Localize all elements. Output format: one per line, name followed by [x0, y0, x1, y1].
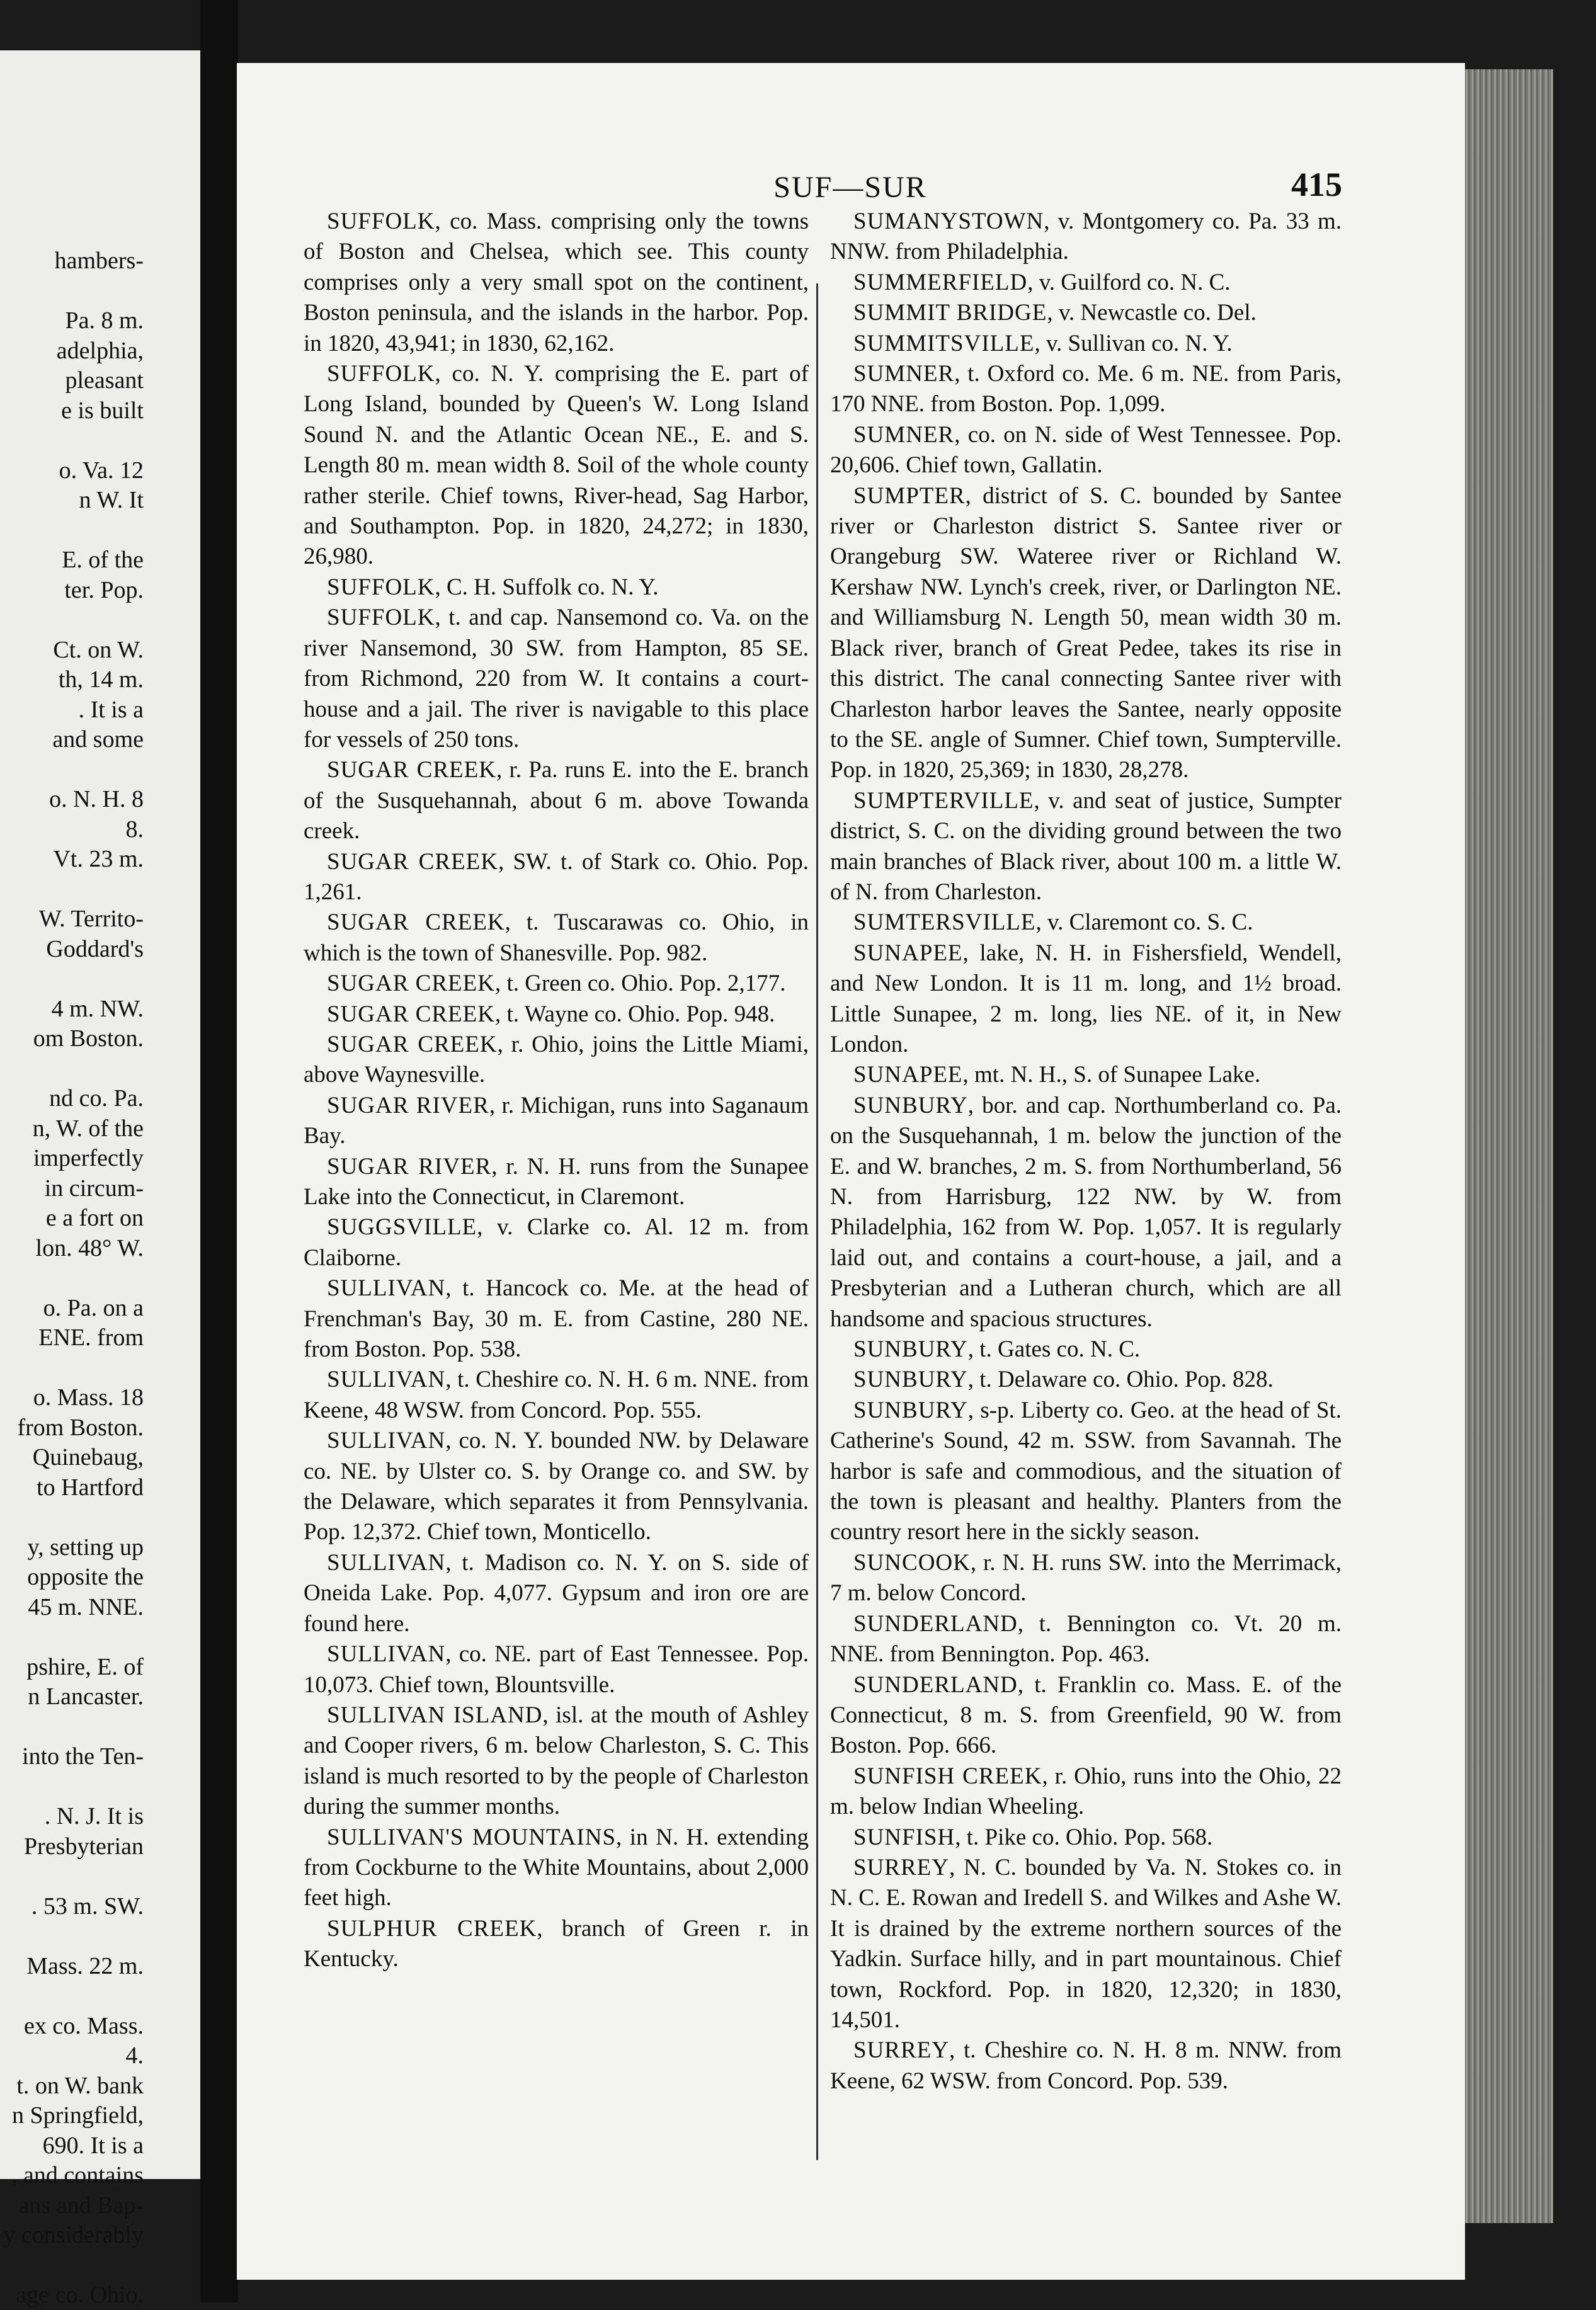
- gazetteer-entry: [830, 420, 1342, 481]
- fragment-line: 4.: [125, 2042, 144, 2069]
- left-page-fragment: [0, 50, 200, 2308]
- fragment-line: o. Pa. on a: [43, 1294, 144, 1321]
- fragment-line: o. Mass. 18: [33, 1384, 144, 1411]
- gazetteer-entry: [304, 1700, 809, 1823]
- entry-text: , t. Green co. Ohio. Pop. 2,177.: [494, 970, 786, 997]
- running-head: SUF—SUR: [773, 171, 927, 204]
- fragment-line: y considerably: [3, 2222, 144, 2248]
- entry-text: , co. on N. side of West Tennessee. Pop. 20,606. Chief town, Gallatin.: [830, 421, 1342, 479]
- gazetteer-entry: [304, 1548, 809, 1639]
- fragment-line: Ct. on W.: [53, 636, 144, 663]
- fragment-line: nd co. Pa.: [49, 1085, 144, 1112]
- gazetteer-entry: [304, 1914, 809, 1975]
- gazetteer-entry: [830, 1823, 1342, 1853]
- entry-headword: SUFFOLK: [327, 361, 435, 387]
- gazetteer-entry: [304, 847, 809, 908]
- fragment-line: ter. Pop.: [64, 576, 144, 603]
- fragment-line: hambers-: [54, 248, 144, 274]
- entry-text: , t. Pike co. Ohio. Pop. 568.: [955, 1824, 1213, 1850]
- entry-text: , r. Michigan, runs into Saganaum Bay.: [304, 1092, 809, 1149]
- entry-text: , t. Cheshire co. N. H. 6 m. NNE. from Keene, 48 WSW. from Concord. Pop. 555.: [304, 1367, 809, 1423]
- page-edges: [1465, 69, 1553, 2223]
- entry-text: , t. Bennington co. Vt. 20 m. NNE. from Bennington. Pop. 463.: [830, 1610, 1342, 1668]
- entry-text: , t. Tuscarawas co. Ohio, in which is the town of Shanesville. Pop. 982.: [304, 909, 809, 966]
- gazetteer-entry: [830, 1091, 1342, 1334]
- gazetteer-entry: [830, 1396, 1342, 1548]
- fragment-line: th, 14 m.: [58, 666, 144, 693]
- fragment-line: 4 m. NW.: [51, 995, 144, 1022]
- gazetteer-entry: [304, 1273, 809, 1365]
- fragment-line: E. of the: [62, 547, 144, 573]
- fragment-line: t. on W. bank: [16, 2072, 144, 2099]
- entry-headword: SUFFOLK: [327, 208, 435, 234]
- entry-text: , v. Newcastle co. Del.: [1047, 300, 1257, 326]
- entry-text: , v. Sullivan co. N. Y.: [1034, 330, 1233, 356]
- entry-headword: SUMMERFIELD: [853, 269, 1028, 295]
- entry-text: , t. Hancock co. Me. at the head of Frenchman's Bay, 30 m. E. from Castine, 280 NE. from Boston. Pop. 538.: [304, 1275, 809, 1363]
- fragment-line: Presbyterian: [24, 1833, 144, 1860]
- entry-text: , s-p. Liberty co. Geo. at the head of St. Catherine's Sound, 42 m. SSW. from Savannah. The harbor is safe and commodious, and the situation of the town is pleasant and healthy. Planters from the country resort here in the sickly season.: [830, 1397, 1342, 1545]
- gazetteer-entry: [304, 1823, 809, 1914]
- entry-headword: SULLIVAN: [327, 1367, 446, 1393]
- entry-headword: SULLIVAN: [327, 1428, 446, 1454]
- fragment-line: n Springfield,: [12, 2102, 144, 2129]
- entry-text: , v. Claremont co. S. C.: [1035, 909, 1253, 936]
- entry-text: , t. Madison co. N. Y. on S. side of Oneida Lake. Pop. 4,077. Gypsum and iron ore are found here.: [304, 1549, 809, 1637]
- entry-headword: SULLIVAN ISLAND: [327, 1702, 543, 1728]
- entry-text: , r. Ohio, joins the Little Miami, above Waynesville.: [304, 1031, 809, 1088]
- entry-text: , co. NE. part of East Tennessee. Pop. 10,073. Chief town, Blountsville.: [304, 1641, 809, 1698]
- gazetteer-entry: [304, 908, 809, 969]
- entry-text: , v. Clarke co. Al. 12 m. from Claiborne.: [304, 1214, 809, 1271]
- entry-headword: SUNBURY: [853, 1092, 968, 1118]
- gazetteer-entry: [830, 207, 1342, 268]
- entry-headword: SUGAR CREEK: [327, 1001, 495, 1027]
- fragment-line: W. Territo-: [38, 906, 144, 932]
- entry-headword: SUGAR CREEK: [327, 970, 495, 997]
- fragment-line: Quinebaug,: [32, 1444, 144, 1471]
- gazetteer-entry: [304, 999, 809, 1030]
- entry-text: , t. and cap. Nansemond co. Va. on the river Nansemond, 30 SW. from Hampton, 85 SE. from Richmond, 220 from W. It contains a court-house and a jail. The river is navigable to this place for vessels of 250 tons.: [304, 605, 809, 753]
- gazetteer-entry: [830, 268, 1342, 298]
- fragment-line: opposite the: [27, 1564, 144, 1590]
- entry-headword: SULLIVAN: [327, 1275, 446, 1302]
- entry-headword: SUGGSVILLE: [327, 1214, 477, 1241]
- entry-text: , isl. at the mouth of Ashley and Cooper rivers, 6 m. below Charleston, S. C. This island is much resorted to by the people of Charleston during the summer months.: [304, 1702, 809, 1820]
- entry-headword: SUMTERSVILLE: [853, 909, 1036, 936]
- fragment-line: Goddard's: [46, 935, 144, 962]
- entry-headword: SUMMIT BRIDGE: [853, 300, 1047, 326]
- entry-text: , r. N. H. runs SW. into the Merrimack, 7 m. below Concord.: [830, 1549, 1342, 1607]
- gazetteer-entry: [304, 1426, 809, 1548]
- entry-headword: SUMPTERVILLE: [853, 787, 1034, 814]
- entry-headword: SUFFOLK: [327, 574, 435, 600]
- fragment-line: y, setting up: [27, 1533, 144, 1561]
- gazetteer-entry: [830, 298, 1342, 328]
- entry-headword: SUFFOLK: [327, 605, 435, 631]
- fragment-line: 45 m. NNE.: [28, 1593, 144, 1620]
- fragment-line: om Boston.: [33, 1025, 144, 1052]
- entry-headword: SULLIVAN: [327, 1549, 446, 1576]
- entry-text: , v. Guilford co. N. C.: [1027, 269, 1231, 295]
- entry-headword: SUNBURY: [853, 1336, 968, 1363]
- entry-text: , bor. and cap. Northumberland co. Pa. on the Susquehannah, 1 m. below the junction of the E. and W. branches, 2 m. S. from Northumberland, 56 N. from Harrisburg, 122 NW. by W. from Philadelphia, 162 from W. Pop. 1,057. It is regularly laid out, and contains a court-house, a jail, and a Presbyterian and a Lutheran church, which are all handsome and spacious structures.: [830, 1092, 1342, 1332]
- fragment-line: n W. It: [79, 487, 144, 513]
- gazetteer-entry: [830, 1761, 1342, 1823]
- entry-text: , t. Cheshire co. N. H. 8 m. NNW. from Keene, 62 WSW. from Concord. Pop. 539.: [830, 2037, 1342, 2094]
- fragment-line: into the Ten-: [22, 1743, 144, 1770]
- entry-text: , t. Gates co. N. C.: [967, 1336, 1141, 1363]
- fragment-line: ans and Bap-: [18, 2192, 144, 2219]
- column-rule: [816, 283, 818, 2160]
- gazetteer-entry: [304, 359, 809, 572]
- entry-text: , r. Ohio, runs into the Ohio, 22 m. below Indian Wheeling.: [830, 1763, 1342, 1820]
- left-column: [304, 207, 809, 1975]
- entry-headword: SUGAR RIVER: [327, 1092, 489, 1118]
- gazetteer-entry: [830, 2035, 1342, 2097]
- gazetteer-entry: [830, 359, 1342, 420]
- entry-text: , C. H. Suffolk co. N. Y.: [435, 574, 659, 600]
- entry-text: , co. Mass. comprising only the towns of Boston and Chelsea, which see. This county comprises only a very small spot on the continent, Boston peninsula, and the islands in the harbor. Pop. in 1820, 43,941; in 1830, 62,162.: [304, 208, 809, 356]
- fragment-line: Mass. 22 m.: [26, 1952, 144, 1979]
- entry-headword: SUNFISH CREEK: [853, 1763, 1042, 1789]
- entry-text: , t. Oxford co. Me. 6 m. NE. from Paris, 170 NNE. from Boston. Pop. 1,099.: [830, 361, 1342, 418]
- fragment-line: o. N. H. 8: [49, 786, 144, 812]
- entry-headword: SULLIVAN'S MOUNTAINS: [327, 1824, 617, 1850]
- fragment-line: 690. It is a: [42, 2132, 144, 2159]
- gazetteer-entry: [304, 1030, 809, 1091]
- entry-headword: SUNAPEE: [853, 940, 963, 966]
- entry-text: , SW. t. of Stark co. Ohio. Pop. 1,261.: [304, 848, 809, 905]
- entry-headword: SUMNER: [853, 361, 955, 387]
- fragment-line: and some: [52, 726, 144, 753]
- entry-text: , co. N. Y. comprising the E. part of Long Island, bounded by Queen's W. Long Island Sound N. and the Atlantic Ocean NE., E. and S. Length 80 m. mean width 8. Soil of the whole county rather sterile. Chief towns, River-head, Sag Harbor, and Southampton. Pop. in 1820, 24,272; in 1830, 26,980.: [304, 361, 809, 570]
- gazetteer-entry: [304, 603, 809, 755]
- entry-text: , t. Wayne co. Ohio. Pop. 948.: [494, 1001, 775, 1027]
- fragment-line: ENE. from: [38, 1324, 144, 1351]
- right-column: [830, 207, 1342, 2097]
- entry-text: , in N. H. extending from Cockburne to the White Mountains, about 2,000 feet high.: [304, 1824, 809, 1911]
- entry-headword: SUNCOOK: [853, 1549, 971, 1576]
- gazetteer-entry: [304, 1212, 809, 1273]
- gazetteer-entry: [830, 1670, 1342, 1761]
- fragment-line: in circum-: [44, 1175, 144, 1202]
- gazetteer-entry: [830, 481, 1342, 786]
- entry-headword: SULPHUR CREEK: [327, 1915, 537, 1942]
- entry-headword: SUNDERLAND: [853, 1671, 1018, 1698]
- entry-headword: SUNBURY: [853, 1397, 968, 1423]
- entry-headword: SUGAR CREEK: [327, 909, 505, 936]
- gazetteer-entry: [304, 572, 809, 603]
- fragment-line: o. Va. 12: [59, 457, 144, 484]
- entry-text: , co. N. Y. bounded NW. by Delaware co. NE. by Ulster co. S. by Orange co. and SW. by the Delaware, which separates it from Pennsylvania. Pop. 12,372. Chief town, Monticello.: [304, 1428, 809, 1545]
- entry-headword: SULLIVAN: [327, 1641, 446, 1668]
- entry-headword: SUGAR CREEK: [327, 848, 498, 875]
- fragment-line: , and contains: [11, 2162, 144, 2188]
- fragment-line: e is built: [61, 397, 144, 424]
- page-number: 415: [1291, 166, 1342, 203]
- gazetteer-entry: [304, 1091, 809, 1152]
- gazetteer-entry: [304, 1365, 809, 1426]
- gazetteer-entry: [304, 1152, 809, 1213]
- gazetteer-entry: [830, 329, 1342, 359]
- entry-headword: SUNFISH: [853, 1824, 955, 1850]
- fragment-line: to Hartford: [37, 1474, 144, 1501]
- fragment-line: from Boston.: [17, 1414, 144, 1441]
- fragment-line: n Lancaster.: [28, 1683, 144, 1710]
- entry-text: , lake, N. H. in Fishersfield, Wendell, and New London. It is 11 m. long, and 1½ broad. Little Sunapee, 2 m. long, lies NE. of it, in New London.: [830, 940, 1342, 1057]
- entry-text: , r. N. H. runs from the Sunapee Lake into the Connecticut, in Claremont.: [304, 1153, 809, 1210]
- gazetteer-entry: [830, 786, 1342, 908]
- gazetteer-entry: [830, 1334, 1342, 1365]
- gazetteer-entry: [304, 969, 809, 999]
- gazetteer-entry: [830, 1365, 1342, 1395]
- entry-headword: SUMANYSTOWN: [853, 208, 1044, 234]
- entry-text: , mt. N. H., S. of Sunapee Lake.: [962, 1062, 1261, 1088]
- entry-text: , r. Pa. runs E. into the E. branch of the Susquehannah, about 6 m. above Towanda creek.: [304, 757, 809, 845]
- fragment-line: pleasant: [65, 367, 144, 394]
- entry-headword: SUMMITSVILLE: [853, 330, 1035, 356]
- fragment-line: Vt. 23 m.: [53, 846, 144, 872]
- fragment-line: pshire, E. of: [26, 1653, 144, 1680]
- book-gutter: [200, 0, 238, 2302]
- gazetteer-entry: [830, 1548, 1342, 1609]
- gazetteer-entry: [304, 755, 809, 846]
- fragment-line: lon. 48° W.: [35, 1234, 144, 1261]
- entry-headword: SUMNER: [853, 421, 955, 448]
- gazetteer-entry: [830, 1853, 1342, 2035]
- fragment-line: Pa. 8 m.: [65, 307, 144, 334]
- entry-headword: SUNAPEE: [853, 1062, 963, 1088]
- fragment-line: age co. Ohio.: [16, 2282, 144, 2308]
- gazetteer-entry: [830, 908, 1342, 938]
- gazetteer-entry: [304, 207, 809, 359]
- fragment-line: e a fort on: [45, 1205, 144, 1231]
- entry-text: , t. Delaware co. Ohio. Pop. 828.: [967, 1367, 1274, 1393]
- fragment-line: . It is a: [78, 696, 144, 723]
- gazetteer-entry: [830, 1609, 1342, 1670]
- entry-headword: SUMPTER: [853, 482, 966, 509]
- fragment-line: 8.: [125, 816, 144, 843]
- entry-text: , v. and seat of justice, Sumpter district, S. C. on the dividing ground between the two main branches of Black river, about 100 m. a little W. of N. from Charleston.: [830, 787, 1342, 905]
- entry-headword: SUNBURY: [853, 1367, 968, 1393]
- gazetteer-entry: [830, 1060, 1342, 1090]
- fragment-line: ex co. Mass.: [24, 2012, 144, 2039]
- fragment-line: imperfectly: [33, 1145, 144, 1171]
- entry-text: , N. C. bounded by Va. N. Stokes co. in N. C. E. Rowan and Iredell S. and Wilkes and Ashe W. It is drained by the extreme northern sources of the Yadkin. Surface hilly, and in part mountainous. Chief town, Rockford. Pop. in 1820, 12,320; in 1830, 14,501.: [830, 1854, 1342, 2033]
- entry-text: , district of S. C. bounded by Santee river or Charleston district S. Santee river or Orangeburg SW. Wateree river or Richland W. Kershaw NW. Lynch's creek, river, or Darlington NE. and Williamsburg N. Length 50, mean width 30 m. Black river, branch of Great Pedee, takes its rise in this district. The canal connecting Santee river with Charleston harbor leaves the Santee, nearly opposite to the SE. angle of Sumner. Chief town, Sumpterville. Pop. in 1820, 25,369; in 1830, 28,278.: [830, 482, 1342, 783]
- fragment-line: n, W. of the: [32, 1115, 144, 1142]
- entry-headword: SUNDERLAND: [853, 1610, 1018, 1637]
- fragment-line: . N. J. It is: [44, 1803, 144, 1829]
- entry-headword: SURREY: [853, 1854, 949, 1880]
- entry-text: , branch of Green r. in Kentucky.: [304, 1915, 809, 1972]
- fragment-line: adelphia,: [56, 337, 144, 364]
- entry-headword: SUGAR CREEK: [327, 1031, 498, 1057]
- entry-text: , v. Montgomery co. Pa. 33 m. NNW. from Philadelphia.: [830, 208, 1342, 265]
- entry-headword: SURREY: [853, 2037, 949, 2064]
- gazetteer-entry: [304, 1639, 809, 1700]
- entry-text: , t. Franklin co. Mass. E. of the Connecticut, 8 m. S. from Greenfield, 90 W. from Boston. Pop. 666.: [830, 1671, 1342, 1759]
- entry-headword: SUGAR CREEK: [327, 757, 496, 783]
- gazetteer-entry: [830, 938, 1342, 1061]
- fragment-line: . 53 m. SW.: [31, 1892, 144, 1920]
- entry-headword: SUGAR RIVER: [327, 1153, 492, 1180]
